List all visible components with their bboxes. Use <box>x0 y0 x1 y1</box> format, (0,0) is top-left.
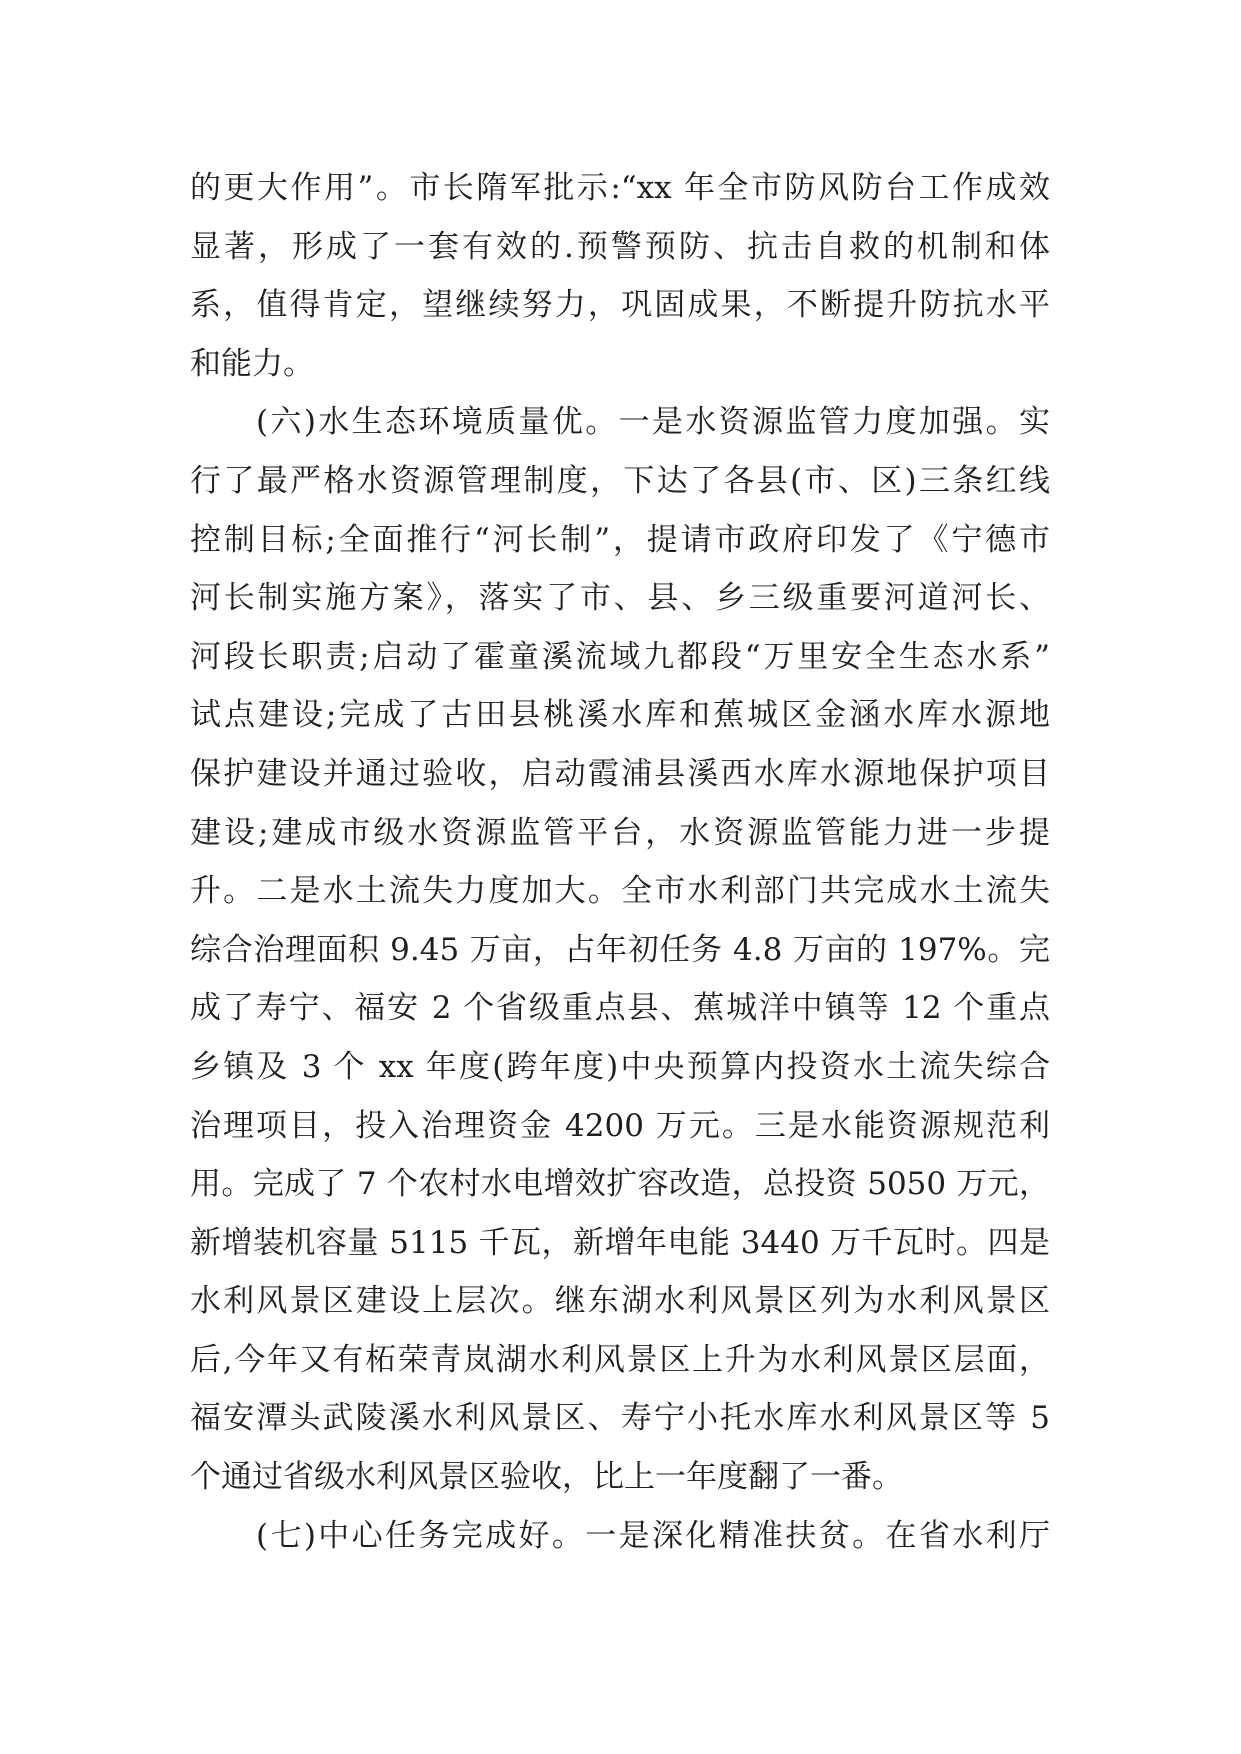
section-heading-line: (七)中心任务完成好。一是深化精准扶贫。在省水利厅 <box>256 1517 1050 1554</box>
text-line: 新增装机容量 5115 千瓦，新增年电能 3440 万千瓦时。四是 <box>190 1224 1050 1261</box>
text-line: 乡镇及 3 个 xx 年度(跨年度)中央预算内投资水土流失综合 <box>190 1048 1050 1085</box>
text-line: 用。完成了 7 个农村水电增效扩容改造，总投资 5050 万元， <box>190 1166 1050 1203</box>
text-line: 升。二是水土流失力度加大。全市水利部门共完成水土流失 <box>190 873 1050 910</box>
text-line: 的更大作用”。市长隋军批示:“xx 年全市防风防台工作成效 <box>190 170 1050 206</box>
text-line: 系，值得肯定，望继续努力，巩固成果，不断提升防抗水平 <box>190 287 1050 324</box>
text-line: 建设;建成市级水资源监管平台，水资源监管能力进一步提 <box>190 814 1050 851</box>
text-line: 河段长职责;启动了霍童溪流域九都段“万里安全生态水系” <box>190 638 1050 675</box>
text-line: 成了寿宁、福安 2 个省级重点县、蕉城洋中镇等 12 个重点 <box>190 990 1050 1027</box>
text-line: 综合治理面积 9.45 万亩，占年初任务 4.8 万亩的 197%。完 <box>190 931 1050 968</box>
text-line: 治理项目，投入治理资金 4200 万元。三是水能资源规范利 <box>190 1107 1050 1144</box>
text-line: 河长制实施方案》，落实了市、县、乡三级重要河道河长、 <box>190 580 1050 617</box>
document-body <box>190 159 1050 1565</box>
text-line: 显著，形成了一套有效的.预警预防、抗击自救的机制和体 <box>190 228 1050 265</box>
text-line: 控制目标;全面推行“河长制”，提请市政府印发了《宁德市 <box>190 521 1050 558</box>
section-heading-line: (六)水生态环境质量优。一是水资源监管力度加强。实 <box>256 404 1050 441</box>
text-line: 个通过省级水利风景区验收，比上一年度翻了一番。 <box>190 1459 903 1496</box>
text-line: 福安潭头武陵溪水利风景区、寿宁小托水库水利风景区等 5 <box>190 1400 1050 1437</box>
text-line: 和能力。 <box>190 345 314 382</box>
text-line: 试点建设;完成了古田县桃溪水库和蕉城区金涵水库水源地 <box>190 697 1050 734</box>
text-line: 水利风景区建设上层次。继东湖水利风景区列为水利风景区 <box>190 1283 1050 1320</box>
text-line: 后,今年又有柘荣青岚湖水利风景区上升为水利风景区层面， <box>190 1341 1050 1378</box>
text-line: 行了最严格水资源管理制度，下达了各县(市、区)三条红线 <box>190 462 1050 499</box>
text-line: 保护建设并通过验收，启动霞浦县溪西水库水源地保护项目 <box>190 755 1050 792</box>
